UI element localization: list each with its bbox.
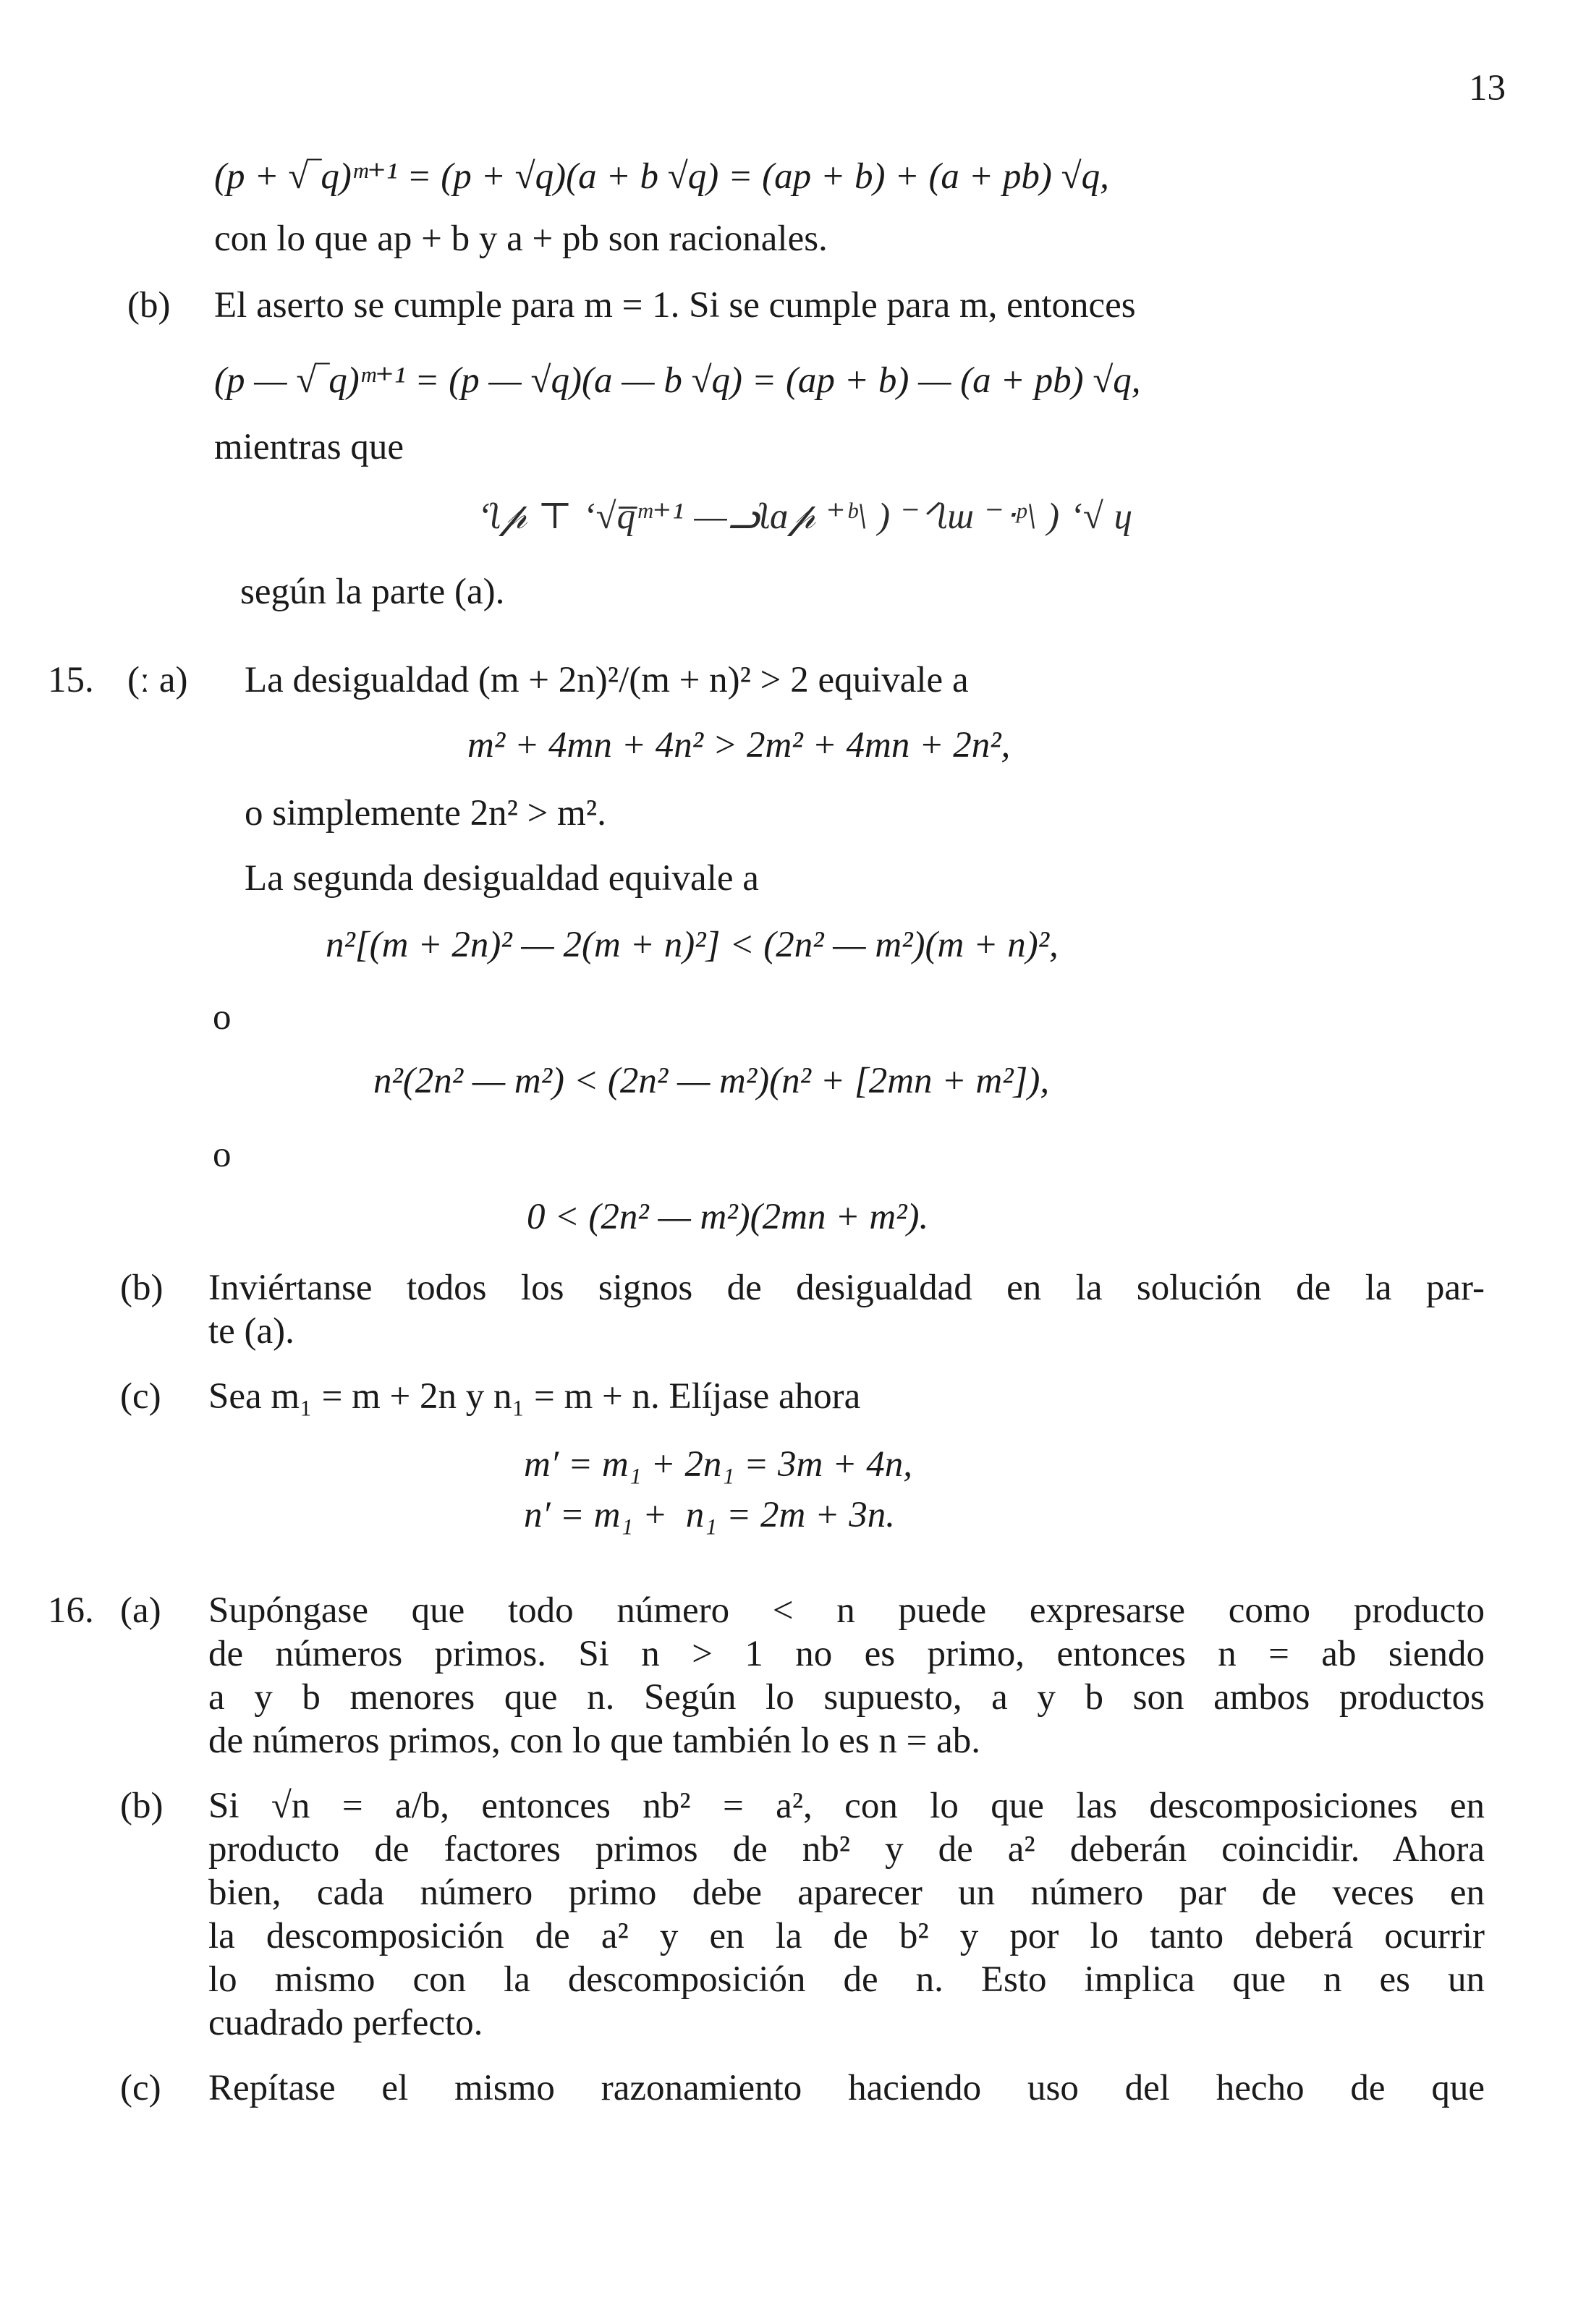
item-label: (c) [120,1376,161,1417]
paragraph-line: bien, cada número primo debe aparecer un número par de veces en [208,1873,1485,1913]
equation: m² + 4mn + 4n² > 2m² + 4mn + 2n², [467,725,1011,766]
paragraph-line: cuadrado perfecto. [208,2003,483,2043]
equation: n²[(m + 2n)² — 2(m + n)²] < (2n² — m²)(m + n)², [326,925,1059,965]
paragraph-line: Repítase el mismo razonamiento haciendo uso del hecho de que [208,2068,1485,2108]
item-label: (b) [127,285,171,326]
equation: m′ = m₁ + 2n₁ = 3m + 4n, [524,1444,913,1485]
paragraph-line: la descomposición de a² y en la de b² y por lo tanto deberá ocurrir [208,1916,1485,1956]
equation: 0 < (2n² — m²)(2mn + m²). [527,1197,929,1237]
paragraph-line: de números primos, con lo que también lo es n = ab. [208,1721,980,1761]
equation: (p + √‾q)ᵐ⁺¹ = (p + √q)(a + b √q) = (ap + b) + (a + pb) √q, [214,156,1109,197]
paragraph-line: producto de factores primos de nb² y de a² deberán coincidir. Ahora [208,1829,1485,1870]
paragraph-line: Si √n = a/b, entonces nb² = a², con lo que las descomposiciones en [208,1786,1485,1826]
paragraph-line: o simplemente 2n² > m². [245,793,606,834]
paragraph-line: Supóngase que todo número < n puede expresarse como producto [208,1590,1485,1631]
connector-text: o [213,997,232,1038]
item-label: (c) [120,2068,161,2108]
item-label: (b) [120,1786,164,1826]
connector-text: o [213,1135,232,1175]
paragraph-line: mientras que [214,427,404,467]
paragraph-line: te (a). [208,1311,294,1352]
paragraph-line: La segunda desigualdad equivale a [245,858,759,899]
paragraph-line: La desigualdad (m + 2n)²/(m + n)² > 2 equivale a [245,660,969,700]
item-label: (b) [120,1268,164,1308]
paragraph-line: de números primos. Si n > 1 no es primo, entonces n = ab siendo [208,1634,1485,1674]
paragraph-line: con lo que ap + b y a + pb son racionales. [214,219,828,259]
equation: n²(2n² — m²) < (2n² — m²)(n² + [2mn + m²]), [373,1061,1050,1101]
exercise-number: 16. [48,1590,94,1631]
paragraph-line: lo mismo con la descomposición de n. Esto implica que n es un [208,1959,1485,2000]
paragraph-line: a y b menores que n. Según lo supuesto, a y b son ambos productos [208,1677,1485,1718]
item-label: (a) [120,1590,161,1631]
exercise-number: 15. [48,660,94,700]
paragraph-line: Inviértanse todos los signos de desigualdad en la solución de la par- [208,1268,1485,1308]
paragraph-line: Sea m₁ = m + 2n y n₁ = m + n. Elíjase ahora [208,1376,861,1417]
page-number: 13 [1469,68,1506,109]
item-label: (ː a) [127,660,188,700]
paragraph-line: El aserto se cumple para m = 1. Si se cumple para m, entonces [214,285,1136,326]
garbled-equation: ‘ʅ𝓅 ⊤ ‘√q̅ᵐ⁺¹ —ᓗʅɑ𝓅 ⁺ᵇ\ ) ⁻ᐟʅɯ ⁻ᐧᵖ\ ) ‘√ ɥ [478,496,1134,537]
equation: n′ = m₁ + n₁ = 2m + 3n. [524,1495,895,1535]
equation: (p — √‾q)ᵐ⁺¹ = (p — √q)(a — b √q) = (ap + b) — (a + pb) √q, [214,360,1141,401]
paragraph-line: según la parte (a). [240,572,505,612]
